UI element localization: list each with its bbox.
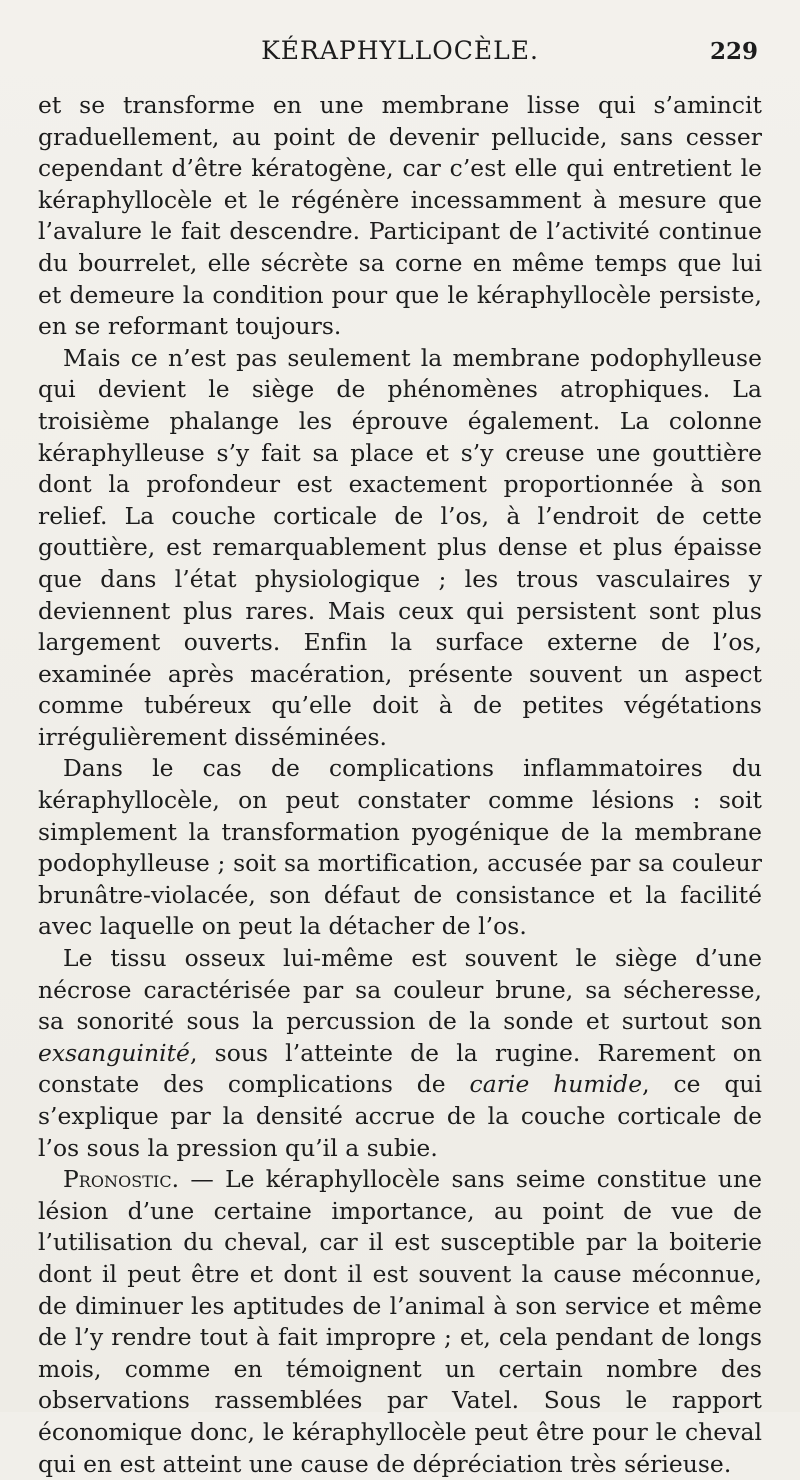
paragraph-1: et se transforme en une membrane lisse qui s’amincit graduellement, au point de devenir pellucide, sans cesser cependant d’être kératogène, car c’est elle qui entretient le kéraphyllocèle et le régénère incessamment à mesure que l’avalure le fait descendre. Participant de l’activité continue du bourrelet, elle sécrète sa corne en même temps que lui et demeure la condition pour que le kéraphyllocèle persiste, en se reformant toujours.: [38, 91, 762, 341]
paragraph-2: Mais ce n’est pas seulement la membrane podophylleuse qui devient le siège de phénomènes atrophiques. La troisième phalange les éprouve également. La colonne kéraphylleuse s’y fait sa place et s’y creuse une gouttière dont la profondeur est exactement proportionnée à son relief. La couche corticale de l’os, à l’endroit de cette gouttière, est remarquablement plus dense et plus épaisse que dans l’état physiologique ; les trous vasculaires y deviennent plus rares. Mais ceux qui persistent sont plus largement ouverts. Enfin la surface externe de l’os, examinée après macération, présente souvent un aspect comme tubéreux qu’elle doit à de petites végétations irrégulièrement disséminées.: [38, 343, 762, 751]
section-label-pronostic: Pronostic.: [63, 1165, 180, 1194]
paragraph-4-part-1: Le tissu osseux lui-même est souvent le siège d’une nécrose caractérisée par sa couleur brune, sa sécheresse, sa sonorité sous la percussion de la sonde et surtout son: [38, 944, 762, 1036]
paragraph-5: [38, 1164, 762, 1480]
body-text: [38, 90, 762, 1480]
paragraph-4-part-3: , ce qui s’explique par la densité accrue de la couche corticale de l’os sous la pression qu’il a subie.: [38, 1070, 762, 1162]
page-header: [38, 28, 762, 72]
italic-term-carie-humide: carie humide: [469, 1070, 643, 1099]
paragraph-5-text: — Le kéraphyllocèle sans seime constitue une lésion d’une certaine importance, au point de vue de l’utilisation du cheval, car il est susceptible par la boiterie dont il peut être et dont il est souvent la cause méconnue, de diminuer les aptitudes de l’animal à son service et même de l’y rendre tout à fait impropre ; et, cela pendant de longs mois, comme en témoignent un certain nombre des observations rassemblées par Vatel. Sous le rapport économique donc, le kéraphyllocèle peut être pour le cheval qui en est atteint une cause de dépréciation très sérieuse.: [38, 1165, 762, 1478]
paragraph-3: Dans le cas de complications inflammatoires du kéraphyllocèle, on peut constater comme lésions : soit simplement la transformation pyogénique de la membrane podophylleuse ; soit sa mortification, accusée par sa couleur brunâtre-violacée, son défaut de consistance et la facilité avec laquelle on peut la détacher de l’os.: [38, 754, 762, 941]
running-title: KÉRAPHYLLOCÈLE.: [261, 36, 539, 65]
italic-term-exsanguinite: exsanguinité: [38, 1038, 190, 1067]
paragraph-4-part-2: , sous l’atteinte de la rugine. Rarement on constate des complications de: [38, 1038, 762, 1099]
page-number: 229: [709, 38, 758, 65]
paragraph-4: [38, 943, 762, 1164]
